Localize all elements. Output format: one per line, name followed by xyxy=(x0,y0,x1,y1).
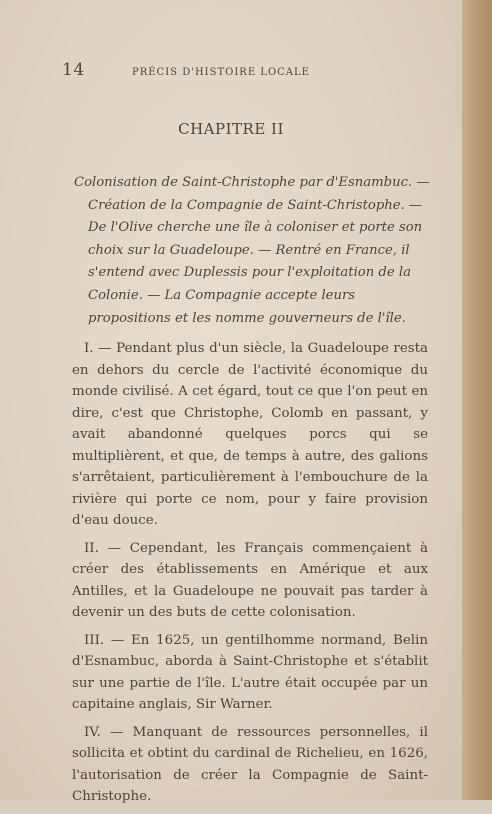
paragraph-iii: III. — En 1625, un gentilhomme normand, Belin d'Esnambuc, aborda à Saint-Christophe et s'établit sur une partie de l'île. L'autre était occupée par un capitaine anglais, Sir Warner. xyxy=(72,632,428,712)
running-title: PRÉCIS D'HISTOIRE LOCALE xyxy=(132,67,310,78)
page-header xyxy=(62,60,362,80)
paragraph-ii: II. — Cependant, les Français commençaient à créer des établissements en Amérique et aux Antilles, et la Guadeloupe ne pouvait pas tarder à devenir un des buts de cette colonisation. xyxy=(72,540,428,620)
paragraph-iv: IV. — Manquant de ressources personnelles, il sollicita et obtint du cardinal de Richelieu, en 1626, l'autorisation de créer la Compagnie de Saint-Christophe. xyxy=(72,724,428,804)
chapter-summary xyxy=(74,172,430,330)
page-number: 14 xyxy=(62,60,85,80)
body-text xyxy=(72,338,428,814)
page-edge xyxy=(462,0,492,800)
paragraph-i: I. — Pendant plus d'un siècle, la Guadeloupe resta en dehors du cercle de l'activité économique du monde civilisé. A cet égard, tout ce que l'on peut en dire, c'est que Christophe, Colomb en passant, y avait abandonné quelques porcs qui se multiplièrent, et que, de temps à autre, des galions s'arrêtaient, particulièrement à l'embouchure de la rivière qui porte ce nom, pour y faire provision d'eau douce. xyxy=(72,341,428,528)
chapter-title: CHAPITRE II xyxy=(178,120,284,138)
summary-first-line: Colonisation de Saint-Christophe par d'Esnambuc. — xyxy=(74,175,430,190)
summary-continuation: Création de la Compagnie de Saint-Christophe. — De l'Olive cherche une île à coloniser et porte son choix sur la Guadeloupe. — Rentré en France, il s'entend avec Duplessis pour l'exploitation de la Colonie. — La Compagnie accepte leurs propositions et les nomme gouverneurs de l'île. xyxy=(88,197,423,326)
